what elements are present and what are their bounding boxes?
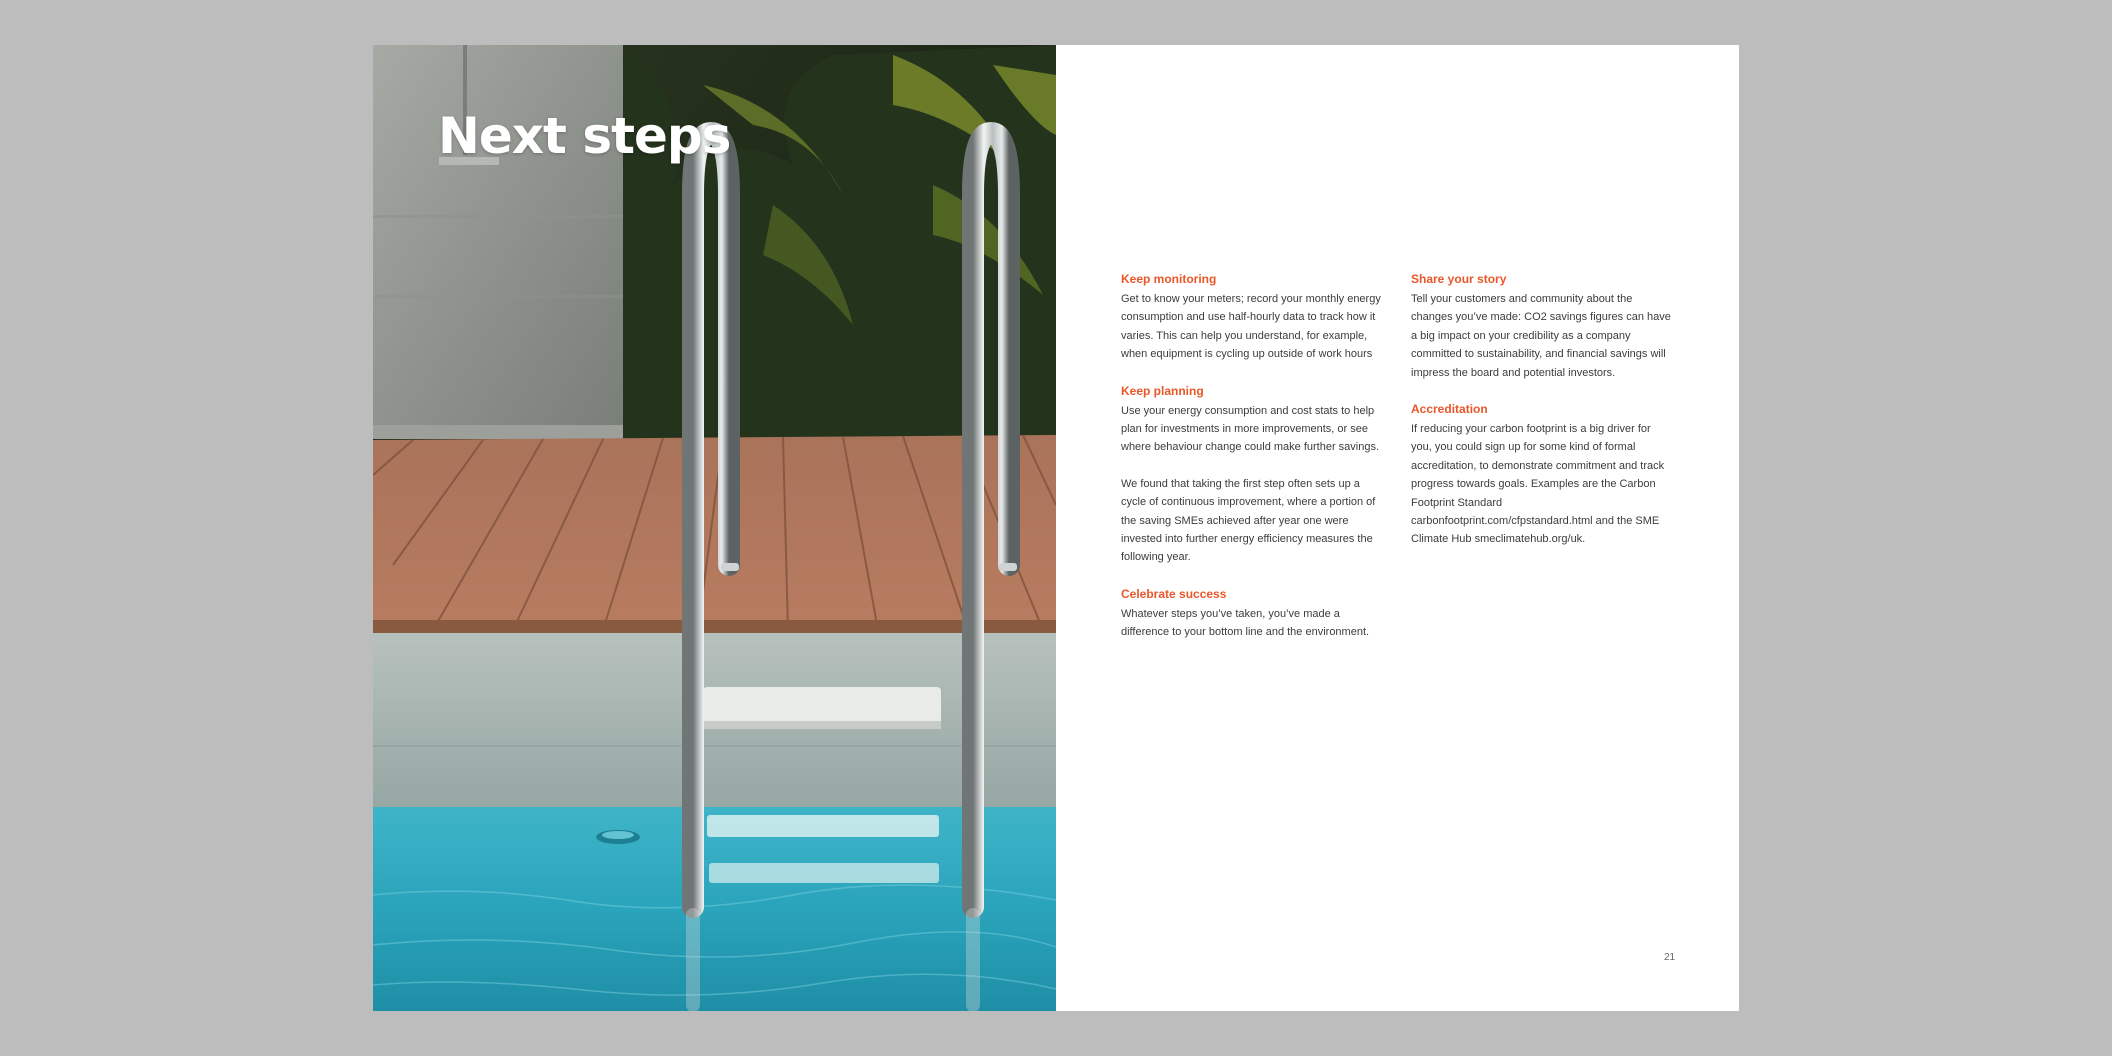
text-page (1056, 45, 1739, 1011)
section-share-your-story (1411, 270, 1674, 382)
section-body: Tell your customers and community about the changes you’ve made: CO2 savings figures can have a big impact on your credibility as a company committed to sustainability, and financial savings will impress the board and potential investors. (1411, 293, 1671, 379)
section-heading: Keep monitoring (1121, 272, 1217, 286)
section-body: Get to know your meters; record your monthly energy consumption and use half-hourly data to track how it varies. This can help you understand, for example, when equipment is cycling up outside of work hours (1121, 293, 1381, 361)
page-number: 21 (1664, 952, 1676, 963)
left-column (1121, 270, 1384, 660)
section-heading: Accreditation (1411, 402, 1488, 417)
section-body-continued: We found that taking the first step often sets up a cycle of continuous improvement, where a portion of the saving SMEs achieved after year one were invested into further energy efficiency measures the following year. (1121, 477, 1376, 564)
section-body: Use your energy consumption and cost stats to help plan for investments in more improvements, or see where behaviour change could make further savings. (1121, 404, 1380, 454)
section-celebrate-success (1121, 585, 1384, 642)
right-column (1411, 270, 1674, 660)
content-columns (1121, 270, 1674, 660)
section-heading: Share your story (1411, 272, 1507, 286)
document-spread (373, 45, 1739, 1011)
section-body: Whatever steps you’ve taken, you’ve made a difference to your bottom line and the environment. (1121, 607, 1370, 639)
section-body: If reducing your carbon footprint is a big driver for you, you could sign up for some kind of formal accreditation, to demonstrate commitment and track progress towards goals. Examples are the Carbon Footprint Standard carbonfootprint.com/cfpstandard.html and the SME Climate Hub smeclimatehub.org/uk. (1411, 423, 1665, 546)
page-title: Next steps (438, 107, 731, 165)
section-keep-planning (1121, 382, 1384, 567)
section-accreditation (1411, 400, 1674, 549)
section-heading: Keep planning (1121, 383, 1204, 398)
section-keep-monitoring (1121, 270, 1384, 364)
pool-ladder-photo (373, 45, 1056, 1011)
section-heading: Celebrate success (1121, 586, 1227, 601)
photo-page (373, 45, 1056, 1011)
